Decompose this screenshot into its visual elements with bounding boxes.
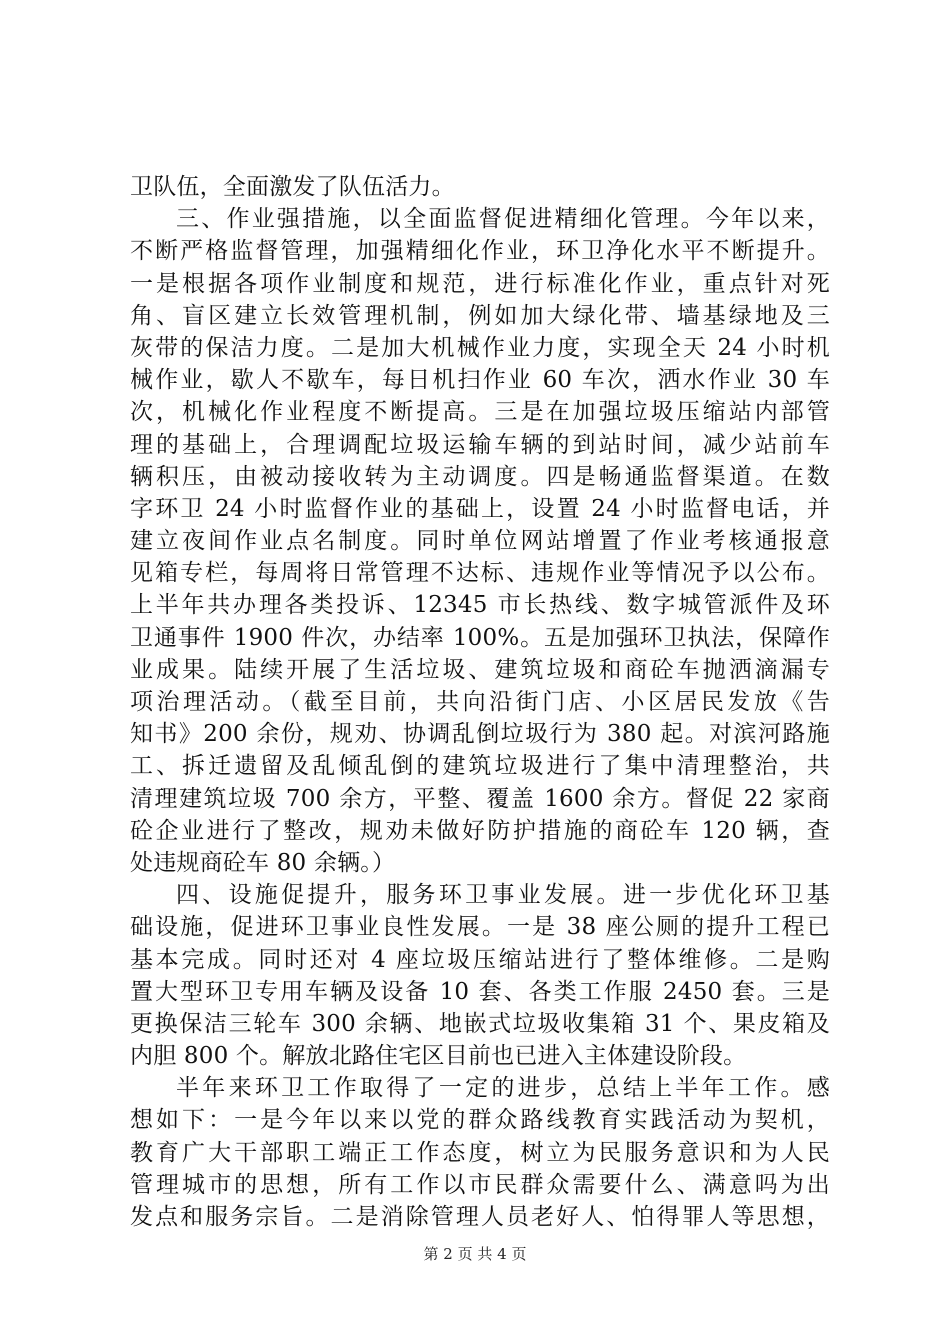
text-line: 一是根据各项作业制度和规范，进行标准化作业，重点针对死: [130, 270, 830, 297]
text-line: 卫队伍，全面激发了队伍活力。: [130, 174, 455, 200]
text-line: 管理城市的思想，所有工作以市民群众需要什么、满意吗为出: [130, 1171, 830, 1198]
text-line: 上半年共办理各类投诉、12345 市长热线、数字城管派件及环: [130, 592, 830, 619]
text-line: 处违规商砼车 80 余辆。）: [130, 849, 396, 876]
page-footer: 第 2 页 共 4 页: [423, 1245, 527, 1263]
text-line: 教育广大干部职工端正工作态度，树立为民服务意识和为人民: [130, 1139, 830, 1166]
text-line: 卫通事件 1900 件次，办结率 100%。五是加强环卫执法，保障作: [130, 624, 830, 651]
text-line: 内胆 800 个。解放北路住宅区目前也已进入主体建设阶段。: [130, 1043, 747, 1070]
text-line: 清理建筑垃圾 700 余方，平整、覆盖 1600 余方。督促 22 家商: [130, 785, 830, 812]
text-line: 四、设施促提升，服务环卫事业发展。进一步优化环卫基: [176, 882, 830, 909]
text-line: 发点和服务宗旨。二是消除管理人员老好人、怕得罪人等思想，: [130, 1204, 830, 1230]
text-line: 字环卫 24 小时监督作业的基础上，设置 24 小时监督电话，并: [130, 495, 830, 522]
text-line: 工、拆迁遗留及乱倾乱倒的建筑垃圾进行了集中清理整治，共: [130, 753, 830, 780]
text-line: 建立夜间作业点名制度。同时单位网站增置了作业考核通报意: [130, 528, 830, 555]
text-line: 知书》200 余份，规劝、协调乱倒垃圾行为 380 起。对滨河路施: [130, 721, 830, 748]
text-line: 械作业，歇人不歇车，每日机扫作业 60 车次，洒水作业 30 车: [130, 367, 830, 394]
text-line: 基本完成。同时还对 4 座垃圾压缩站进行了整体维修。二是购: [130, 946, 830, 973]
text-line: 业成果。陆续开展了生活垃圾、建筑垃圾和商砼车抛洒滴漏专: [130, 656, 830, 683]
text-line: 更换保洁三轮车 300 余辆、地嵌式垃圾收集箱 31 个、果皮箱及: [130, 1010, 830, 1037]
text-line: 三、作业强措施，以全面监督促进精细化管理。今年以来，: [176, 206, 830, 233]
text-line: 不断严格监督管理，加强精细化作业，环卫净化水平不断提升。: [130, 238, 830, 265]
text-line: 砼企业进行了整改，规劝未做好防护措施的商砼车 120 辆，查: [130, 817, 830, 844]
document-body: [130, 171, 830, 1233]
text-line: 角、盲区建立长效管理机制，例如加大绿化带、墙基绿地及三: [130, 302, 830, 329]
text-line: 置大型环卫专用车辆及设备 10 套、各类工作服 2450 套。三是: [130, 978, 830, 1005]
text-line: 项治理活动。（截至目前，共向沿街门店、小区居民发放《告: [130, 689, 830, 715]
text-line: 础设施，促进环卫事业良性发展。一是 38 座公厕的提升工程已: [130, 914, 830, 941]
text-line: 见箱专栏，每周将日常管理不达标、违规作业等情况予以公布。: [130, 560, 830, 587]
text-line: 理的基础上，合理调配垃圾运输车辆的到站时间，减少站前车: [130, 431, 830, 458]
text-line: 半年来环卫工作取得了一定的进步，总结上半年工作。感: [176, 1075, 830, 1102]
text-line: 次，机械化作业程度不断提高。三是在加强垃圾压缩站内部管: [130, 399, 830, 426]
text-line: 灰带的保洁力度。二是加大机械作业力度，实现全天 24 小时机: [130, 334, 830, 361]
text-line: 想如下：一是今年以来以党的群众路线教育实践活动为契机，: [130, 1107, 830, 1134]
text-line: 辆积压，由被动接收转为主动调度。四是畅通监督渠道。在数: [130, 463, 830, 490]
